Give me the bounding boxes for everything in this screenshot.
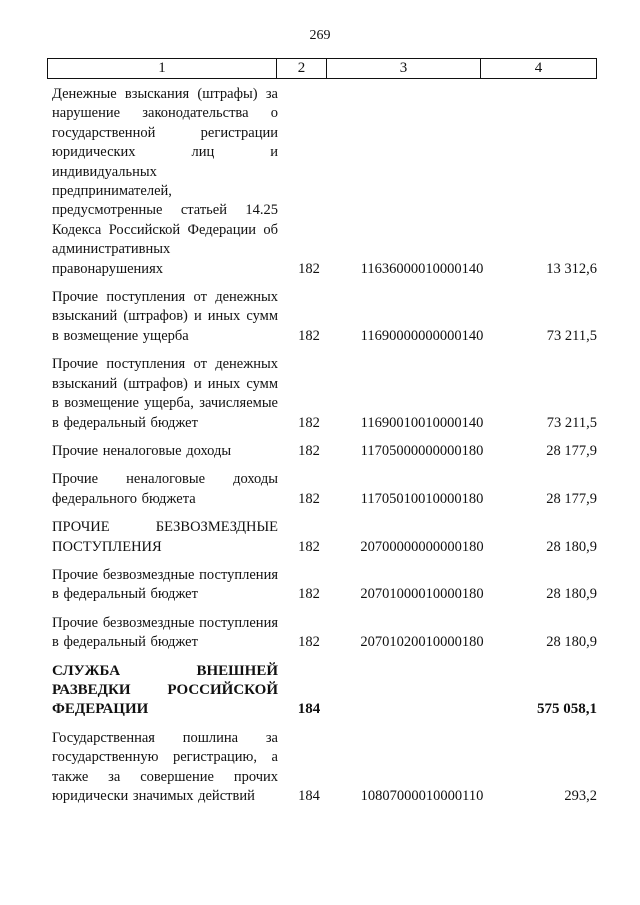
row-name: СЛУЖБА ВНЕШНЕЙ РАЗВЕДКИ РОССИЙСКОЙ ФЕДЕРАЦИИ	[52, 662, 278, 718]
column-header-4: 4	[481, 59, 597, 79]
table-row	[52, 662, 597, 720]
row-admin-code: 184	[297, 701, 321, 718]
row-budget-code: 20700000000000180	[360, 538, 484, 555]
column-header-3: 3	[327, 59, 481, 79]
row-amount: 575 058,1	[537, 701, 597, 718]
row-name: Прочие поступления от денежных взысканий (штрафов) и иных сумм в возмещение ущерба	[52, 289, 278, 344]
table-row	[52, 614, 597, 653]
row-budget-code: 11636000010000140	[360, 260, 484, 277]
row-amount: 13 312,6	[546, 260, 597, 277]
row-name: ПРОЧИЕ БЕЗВОЗМЕЗДНЫЕ ПОСТУПЛЕНИЯ	[52, 519, 278, 555]
table-row	[52, 470, 597, 509]
row-amount: 73 211,5	[546, 327, 597, 344]
row-amount: 28 177,9	[546, 442, 597, 459]
row-budget-code: 11690000000000140	[360, 327, 484, 344]
row-name: Прочие безвозмездные поступления в федеральный бюджет	[52, 614, 278, 651]
row-admin-code: 182	[298, 442, 320, 459]
row-name: Государственная пошлина за государственную регистрацию, а также за совершение прочих юридически значимых действий	[52, 729, 278, 804]
row-budget-code: 10807000010000110	[360, 788, 484, 804]
row-budget-code: 11705010010000180	[360, 490, 484, 507]
row-name: Прочие неналоговые доходы	[52, 442, 232, 459]
row-budget-code: 20701020010000180	[360, 634, 484, 651]
table-row	[52, 288, 597, 346]
row-admin-code: 182	[298, 260, 320, 277]
row-admin-code: 182	[298, 414, 320, 431]
column-header-1: 1	[48, 59, 277, 79]
table-row	[52, 85, 597, 279]
budget-rows	[52, 85, 597, 815]
row-admin-code: 182	[298, 490, 320, 507]
row-name: Прочие поступления от денежных взысканий (штрафов) и иных сумм в возмещение ущерба, зачисляемые в федеральный бюджет	[52, 356, 278, 431]
row-amount: 28 180,9	[546, 586, 597, 603]
column-header-table	[47, 58, 597, 79]
row-amount: 73 211,5	[546, 414, 597, 431]
row-amount: 28 180,9	[546, 538, 597, 555]
column-header-2: 2	[277, 59, 327, 79]
table-row	[52, 355, 597, 433]
row-amount: 293,2	[564, 788, 597, 804]
table-row	[52, 442, 597, 461]
row-admin-code: 182	[298, 538, 320, 555]
row-admin-code: 182	[298, 327, 320, 344]
row-name: Денежные взыскания (штрафы) за нарушение законодательства о государственной регистрации юридических лиц и индивидуальных предпринимателей, предусмотренные статьей 14.25 Кодекса Российской Федерации об административных правонарушениях	[52, 86, 278, 277]
row-budget-code: 11705000000000180	[360, 442, 484, 459]
row-name: Прочие безвозмездные поступления в федеральный бюджет	[52, 566, 278, 603]
row-admin-code: 182	[298, 586, 320, 603]
row-admin-code: 184	[298, 788, 320, 804]
column-header-row	[48, 59, 597, 79]
table-row	[52, 729, 597, 807]
table-row	[52, 566, 597, 605]
table-row	[52, 518, 597, 557]
row-name: Прочие неналоговые доходы федерального бюджета	[52, 471, 278, 507]
row-budget-code: 20701000010000180	[360, 586, 484, 603]
row-amount: 28 177,9	[546, 490, 597, 507]
row-budget-code: 11690010010000140	[360, 414, 484, 431]
page-number: 269	[309, 28, 331, 43]
row-amount: 28 180,9	[546, 634, 597, 651]
row-admin-code: 182	[298, 634, 320, 651]
